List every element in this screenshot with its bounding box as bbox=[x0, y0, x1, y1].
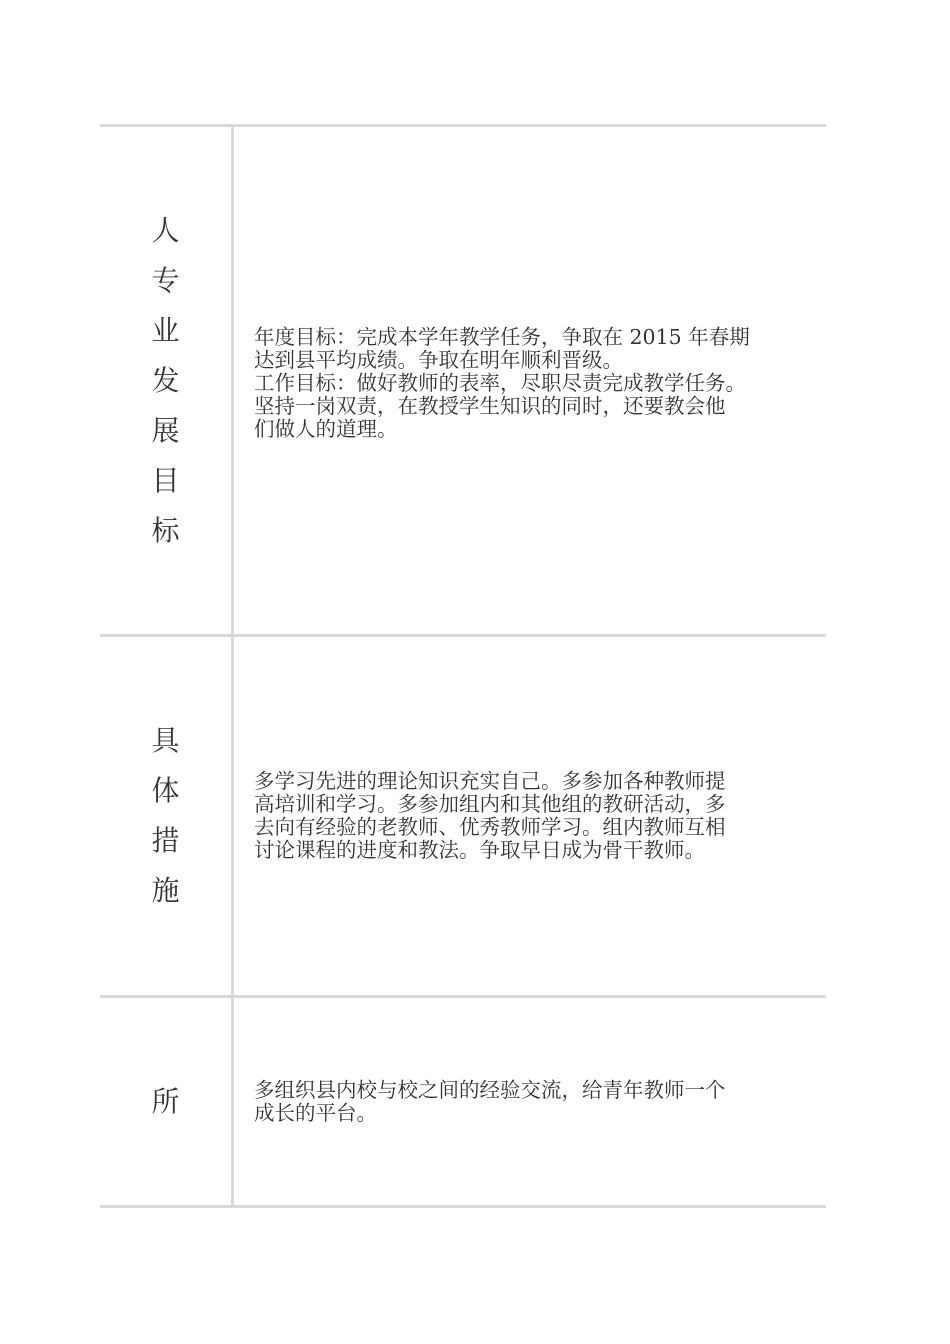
text-line: 去向有经验的老教师、优秀教师学习。组内教师互相 bbox=[254, 815, 726, 839]
development-plan-table bbox=[100, 124, 826, 1208]
text-line: 达到县平均成绩。争取在明年顺利晋级。 bbox=[254, 348, 623, 372]
label-char: 具 bbox=[151, 724, 180, 757]
text-line: 们做人的道理。 bbox=[254, 417, 398, 441]
row-content-cell bbox=[234, 998, 826, 1205]
label-char: 目 bbox=[151, 463, 180, 497]
text-line: 讨论课程的进度和教法。争取早日成为骨干教师。 bbox=[254, 838, 705, 862]
specific-measures-text bbox=[254, 770, 808, 862]
table-row-personal-goals bbox=[100, 127, 826, 637]
label-char: 发 bbox=[151, 363, 180, 397]
row-content-cell bbox=[234, 637, 826, 995]
table-row-specific-measures bbox=[100, 637, 826, 998]
vertical-label-specific-measures bbox=[151, 716, 179, 916]
label-char: 人 bbox=[151, 213, 180, 247]
row-label-cell bbox=[100, 998, 234, 1205]
label-char: 措 bbox=[151, 824, 180, 857]
text-line: 多学习先进的理论知识充实自己。多参加各种教师提 bbox=[254, 769, 726, 793]
label-char: 标 bbox=[151, 513, 180, 547]
text-line: 多组织县内校与校之间的经验交流，给青年教师一个 bbox=[254, 1077, 726, 1102]
personal-goals-text bbox=[254, 320, 808, 441]
expectations-text bbox=[254, 1079, 808, 1125]
table-row-expectations bbox=[100, 998, 826, 1208]
row-label-cell bbox=[100, 637, 234, 995]
label-char: 施 bbox=[151, 874, 180, 907]
text-line: 成长的平台。 bbox=[254, 1100, 377, 1125]
label-char: 体 bbox=[151, 774, 180, 807]
text-line: 坚持一岗双责，在教授学生知识的同时，还要教会他 bbox=[254, 394, 726, 418]
label-char: 业 bbox=[151, 313, 180, 347]
row-label-cell bbox=[100, 127, 234, 634]
label-char: 展 bbox=[151, 413, 180, 447]
text-line: 高培训和学习。多参加组内和其他组的教研活动，多 bbox=[254, 792, 726, 816]
label-char: 专 bbox=[151, 263, 180, 297]
text-line: 年度目标：完成本学年教学任务，争取在 2015 年春期 bbox=[254, 325, 750, 349]
vertical-label-personal-goals bbox=[151, 206, 179, 556]
row-content-cell bbox=[234, 127, 826, 634]
label-char: 所 bbox=[151, 1084, 180, 1118]
vertical-label-expectations bbox=[151, 1077, 179, 1127]
text-line: 工作目标：做好教师的表率，尽职尽责完成教学任务。 bbox=[254, 371, 746, 395]
